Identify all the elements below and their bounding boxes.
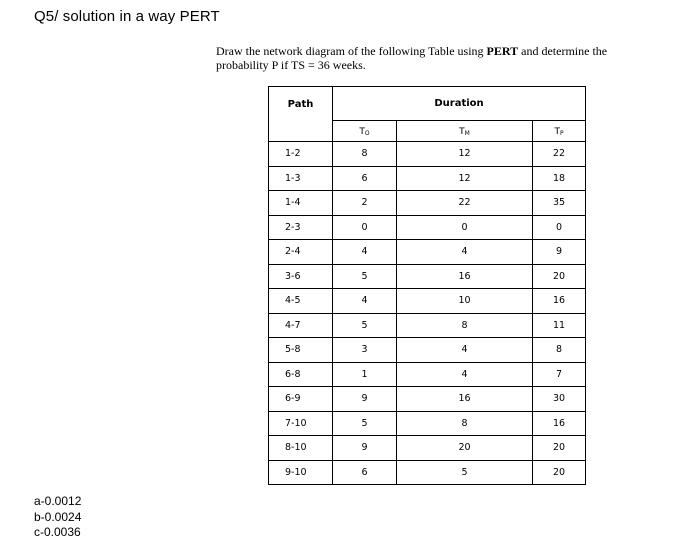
cell-tp: 18: [533, 166, 586, 191]
cell-path: 4-7: [269, 313, 333, 338]
header-duration: Duration: [333, 87, 586, 121]
cell-path: 2-4: [269, 240, 333, 265]
table-row: [269, 387, 586, 412]
cell-path: 3-6: [269, 264, 333, 289]
cell-path: 4-5: [269, 289, 333, 314]
cell-tm: 20: [397, 436, 533, 461]
cell-tp: 20: [533, 436, 586, 461]
pert-table: [268, 86, 586, 485]
question-title: Q5/ solution in a way PERT: [34, 8, 220, 25]
header-path: Path: [269, 87, 333, 142]
cell-to: 2: [333, 191, 397, 216]
header-tm: $T_M$: [397, 121, 533, 142]
cell-tm: 16: [397, 264, 533, 289]
cell-tm: 10: [397, 289, 533, 314]
option-b: b-0.0024: [34, 509, 82, 524]
option-a: a-0.0012: [34, 494, 82, 508]
option-c: c-0.0036: [34, 525, 81, 539]
cell-tp: 11: [533, 313, 586, 338]
instruction-part1: Draw the network diagram of the following Table using: [216, 44, 487, 58]
table-row: [269, 362, 586, 387]
cell-to: 4: [333, 289, 397, 314]
table-row: [269, 240, 586, 265]
table-row: [269, 460, 586, 485]
cell-tm: 12: [397, 166, 533, 191]
table-row: [269, 191, 586, 216]
cell-tp: 8: [533, 338, 586, 363]
table-row: [269, 436, 586, 461]
cell-path: 8-10: [269, 436, 333, 461]
cell-path: 9-10: [269, 460, 333, 485]
cell-to: 5: [333, 411, 397, 436]
cell-tm: 16: [397, 387, 533, 412]
table-row: [269, 411, 586, 436]
cell-tp: 0: [533, 215, 586, 240]
cell-tm: 4: [397, 362, 533, 387]
cell-tm: 22: [397, 191, 533, 216]
instruction-bold: PERT: [486, 44, 519, 58]
table-header-row: [269, 87, 586, 121]
table-row: [269, 289, 586, 314]
cell-to: 5: [333, 313, 397, 338]
cell-tp: 16: [533, 411, 586, 436]
cell-tm: 4: [397, 338, 533, 363]
header-to: $T_O$: [333, 121, 397, 142]
cell-path: 6-8: [269, 362, 333, 387]
cell-tp: 7: [533, 362, 586, 387]
answer-options: [34, 494, 81, 541]
instruction-part2: and determine the probability P if TS = 36 weeks.: [216, 44, 608, 72]
cell-tp: 22: [533, 142, 586, 167]
header-tp: $T_P$: [533, 121, 586, 142]
cell-to: 3: [333, 338, 397, 363]
cell-to: 4: [333, 240, 397, 265]
cell-path: 1-2: [269, 142, 333, 167]
cell-tp: 30: [533, 387, 586, 412]
cell-tm: 5: [397, 460, 533, 485]
cell-tp: 35: [533, 191, 586, 216]
cell-tm: 4: [397, 240, 533, 265]
cell-path: 6-9: [269, 387, 333, 412]
table-row: [269, 142, 586, 167]
cell-to: 6: [333, 166, 397, 191]
instruction-text: [216, 44, 636, 72]
cell-tp: 9: [533, 240, 586, 265]
table-row: [269, 215, 586, 240]
cell-path: 1-3: [269, 166, 333, 191]
cell-to: 8: [333, 142, 397, 167]
cell-to: 9: [333, 387, 397, 412]
cell-to: 5: [333, 264, 397, 289]
cell-to: 6: [333, 460, 397, 485]
cell-path: 7-10: [269, 411, 333, 436]
cell-to: 9: [333, 436, 397, 461]
cell-to: 0: [333, 215, 397, 240]
cell-tp: 16: [533, 289, 586, 314]
cell-tp: 20: [533, 264, 586, 289]
cell-path: 2-3: [269, 215, 333, 240]
cell-tp: 20: [533, 460, 586, 485]
cell-to: 1: [333, 362, 397, 387]
cell-tm: 12: [397, 142, 533, 167]
cell-path: 5-8: [269, 338, 333, 363]
table-row: [269, 166, 586, 191]
cell-tm: 0: [397, 215, 533, 240]
cell-tm: 8: [397, 411, 533, 436]
table-row: [269, 313, 586, 338]
table-row: [269, 338, 586, 363]
cell-path: 1-4: [269, 191, 333, 216]
cell-tm: 8: [397, 313, 533, 338]
table-row: [269, 264, 586, 289]
